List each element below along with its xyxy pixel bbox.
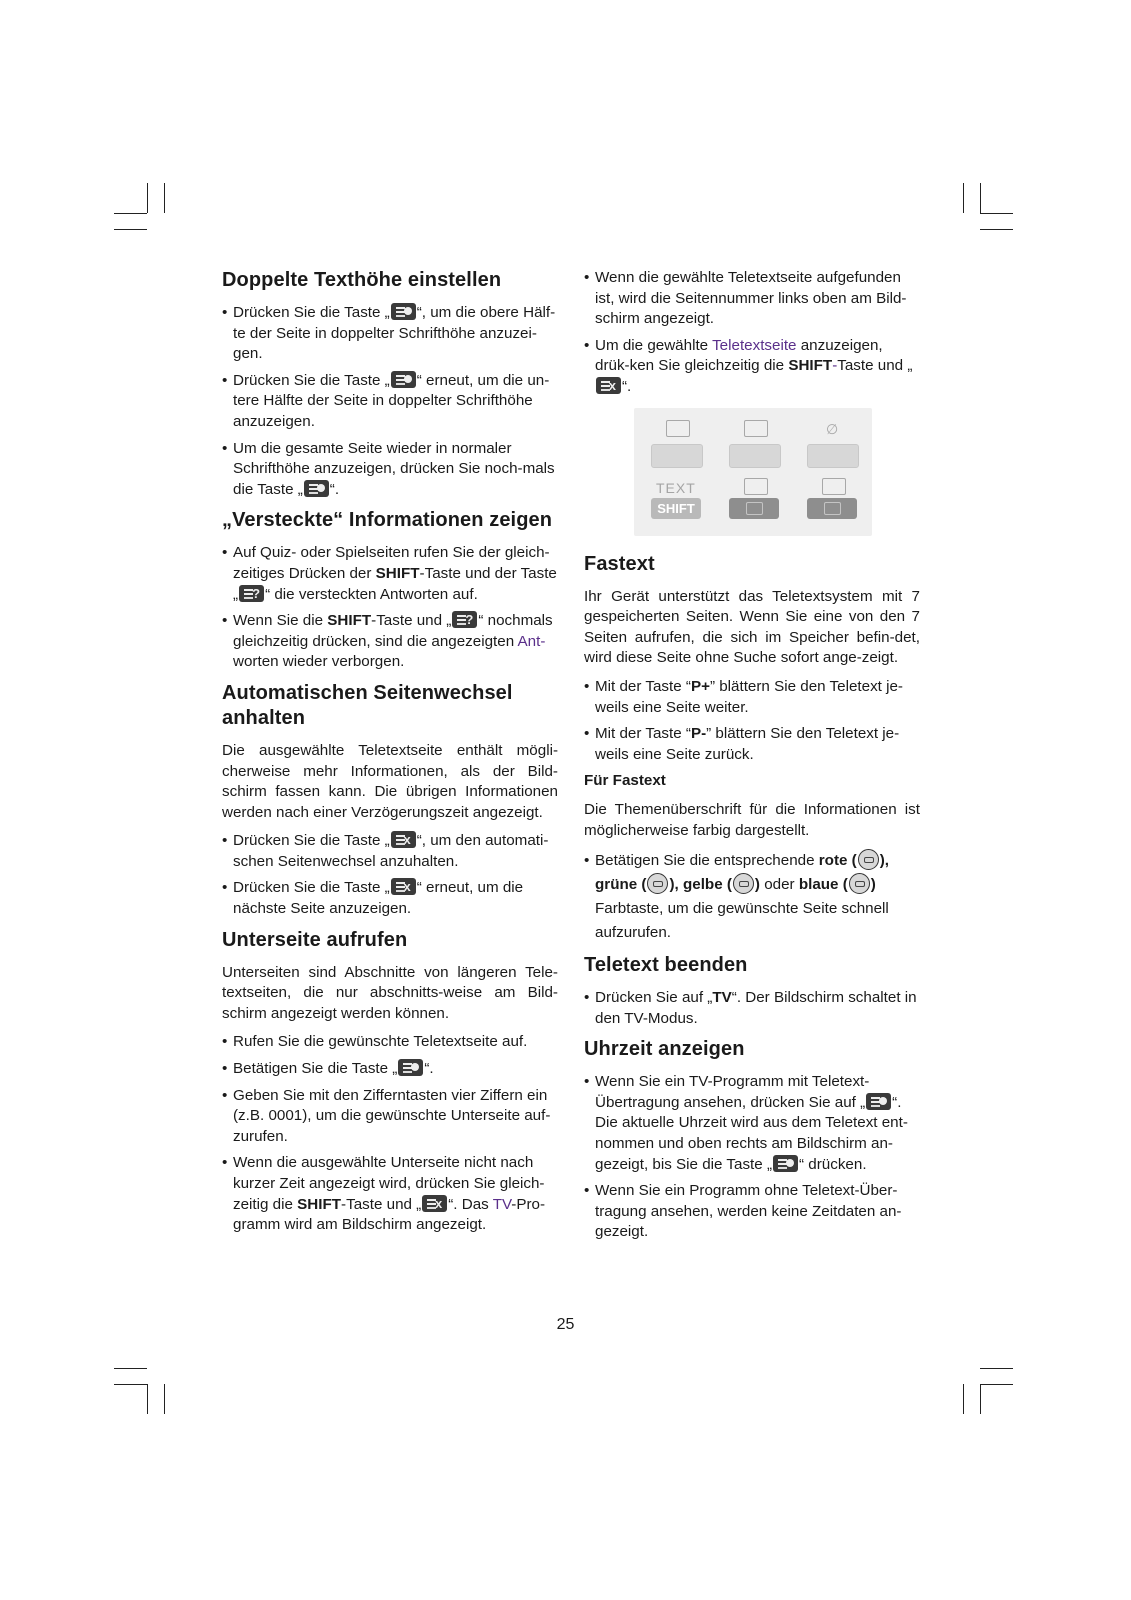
section-hidden-info [222,508,558,673]
crop-mark [980,1384,981,1414]
section-time-display [584,1037,920,1243]
list-item: • Wenn die gewählte Teletextseite aufgefunden ist, wird die Seitennummer links oben am Bild-schirm angezeigt. [584,268,920,330]
text: Betätigen Sie die Taste „ [233,1060,398,1078]
text: -Taste und der Taste „ [233,564,557,603]
section-title: Automatischen Seitenwechsel anhalten [222,681,513,729]
list-item [222,303,558,365]
text: -Taste und „ [371,612,452,630]
text: Farbtaste, um die gewünschte Seite schnell aufzurufen. [595,900,889,942]
key-label: P+ [690,677,710,695]
left-column [222,268,558,1242]
crop-mark [980,183,981,213]
text: ), [669,876,683,894]
text: “. Die aktuelle Uhrzeit wird aus dem Teletext ent-nommen und oben rechts am Bildschirm an-gezeigt, bis Sie die Taste „ [595,1093,908,1173]
teletext-cancel-icon [422,1195,447,1212]
crop-mark [114,1384,147,1385]
section-fastext [584,552,920,946]
text: Mit der Taste “ [595,677,691,695]
section-title: „Versteckte“ Informationen zeigen [222,509,553,532]
bullet-list [584,677,920,765]
text: -Pro-gramm wird am Bildschirm angezeigt. [233,1195,546,1234]
teletext-double-height-icon [391,303,416,320]
crop-mark [963,183,964,213]
crop-mark [980,229,1013,230]
teletext-subpage-icon [822,478,846,495]
key-label: P- [690,725,707,743]
section-auto-page-change [222,681,558,920]
teletext-subpage-icon [773,1155,798,1172]
teletext-hold-icon [391,831,416,848]
teletext-subpage-icon [398,1059,423,1076]
text: Drücken Sie die Taste „ [233,371,390,389]
remote-button [729,444,781,468]
text: “, um den automati-schen Seitenwechsel anzuhalten. [233,832,549,870]
text: Mit der Taste “ [595,725,691,743]
highlighted-text: Teletextseite [712,336,797,354]
crop-mark [963,1384,964,1414]
text: Auf Quiz- oder Spielseiten rufen Sie der gleich-zeitiges Drücken der [233,544,550,582]
list-item [222,371,558,433]
list-item [584,724,920,765]
crop-mark [164,1384,165,1414]
right-column [584,268,920,1249]
teletext-double-height-icon [391,371,416,388]
section-teletext-exit [584,953,920,1029]
key-label: TV [712,989,732,1007]
text: ) [870,876,876,894]
section-title: Fastext [584,552,655,575]
text: ” blättern Sie den Teletext je-weils eine Seite zurück. [595,725,900,763]
list-item [584,849,920,945]
paragraph: Unterseiten sind Abschnitte von längeren Tele-textseiten, die nur abschnitts-weise am Bild-schirm angezeigt werden können. [222,963,558,1022]
text: “, um die obere Hälf-te der Seite in doppelter Schrifthöhe anzuzei-gen. [233,304,556,363]
teletext-reveal-icon [452,611,477,628]
list-item: • Rufen Sie die gewünschte Teletextseite auf. [222,1032,558,1053]
section-title: Uhrzeit anzeigen [584,1038,745,1061]
teletext-cancel-icon [596,377,621,394]
text: “. [329,480,340,498]
text: Um die gewählte [595,336,713,354]
text: Wenn die ausgewählte Unterseite nicht nach kurzer Zeit angezeigt wird, drücken Sie gleich-zeitig die [233,1154,545,1213]
list-item [222,878,558,919]
bullet-list [584,988,920,1029]
highlighted-text: Ant- [517,632,546,650]
text: Drücken Sie die Taste „ [233,879,390,897]
section-title: Unterseite aufrufen [222,928,408,951]
crop-mark [147,1384,148,1414]
teletext-mix-icon [666,420,690,437]
text: Wenn Sie ein TV-Programm mit Teletext-Übertragung ansehen, drücken Sie auf „ [595,1073,870,1111]
shift-key-label: SHIFT [327,612,372,630]
text: “ nochmals gleichzeitig drücken, sind die angezeigten [233,612,553,650]
text: worten wieder verborgen. [233,653,405,671]
shift-key-label: SHIFT [788,357,833,375]
teletext-reveal-icon [239,585,264,602]
text: anzuzeigen, drük-ken Sie gleichzeitig die [595,336,883,375]
text: “ erneut, um die nächste Seite anzuzeigen. [233,879,524,918]
list-item: • Geben Sie mit den Zifferntasten vier Ziffern ein (z.B. 0001), um die gewünschte Unterseite auf-zurufen. [222,1086,558,1148]
bullet-list [222,831,558,919]
crop-mark [114,213,147,214]
red-key-icon [858,849,879,870]
section-title: Doppelte Texthöhe einstellen [222,269,502,291]
highlighted-text: TV [492,1195,512,1213]
bullet-list [222,543,558,673]
bullet-list [222,303,558,500]
text: “. [622,377,632,395]
teletext-subpage-icon [866,1093,891,1110]
highlighted-text: - [832,357,838,375]
section-title: Teletext beenden [584,954,748,977]
list-item [222,611,558,673]
text: Wenn Sie die [233,612,328,630]
crop-mark [114,229,147,230]
text: Drücken Sie auf „ [595,989,713,1007]
paragraph: Ihr Gerät unterstützt das Teletextsystem mit 7 gespeicherten Seiten. Wenn Sie eine von den 7 Seiten aufrufen, die sich im Speicher befin-det, wird diese Seite ohne Suche sofort ange-zeigt. [584,587,920,667]
text: Drücken Sie die Taste „ [233,832,390,850]
mute-icon: ∅ [826,420,839,437]
text: Um die gesamte Seite wieder in normaler Schrifthöhe anzuzeigen, drücken Sie noch-mals die Taste „ [233,439,555,498]
remote-button [729,498,779,519]
list-item [222,439,558,501]
bullet-list [584,849,920,945]
remote-control-illustration [634,408,872,536]
paragraph: Die Themenüberschrift für die Informationen ist möglicherweise farbig dargestellt. [584,800,920,839]
teletext-index-icon [744,420,768,437]
crop-mark [114,1368,147,1369]
text: oder [759,876,799,894]
crop-mark [147,183,148,213]
section-double-height [222,268,558,500]
text: “ drücken. [799,1155,867,1173]
text: “. [424,1060,434,1078]
bullet-list [584,1072,920,1243]
text: “ die versteckten Antworten auf. [265,585,478,603]
text: “. Der Bildschirm schaltet in den TV-Modus. [595,989,917,1027]
list-item [222,1059,558,1080]
list-item [584,677,920,718]
paragraph: Die ausgewählte Teletextseite enthält mögli-cherweise mehr Informationen, als der Bild-schirm fassen kann. Die übrigen Informationen werden nach einer Verzögerungszeit angezeigt. [222,741,558,821]
crop-mark [980,213,1013,214]
color-key-label: grüne ( [595,876,647,894]
list-item: • Wenn Sie ein Programm ohne Teletext-Über-tragung ansehen, werden keine Zeitdaten an-gezeigt. [584,1181,920,1243]
crop-mark [164,183,165,213]
text: ” blättern Sie den Teletext je-weils eine Seite weiter. [595,677,903,716]
text: Betätigen Sie die entsprechende [595,852,819,870]
text: Taste und „ [837,357,913,375]
remote-button [807,498,857,519]
list-item [222,1153,558,1235]
blue-key-icon [849,873,870,894]
remote-shift-button: SHIFT [651,498,701,519]
yellow-key-icon [733,873,754,894]
teletext-double-height-icon [304,480,329,497]
list-item [222,831,558,872]
shift-key-label: SHIFT [375,564,420,582]
text: “. Das [448,1195,493,1213]
remote-button [807,444,859,468]
green-key-icon [647,873,668,894]
text: ) [754,876,760,894]
shift-key-label: SHIFT [297,1195,342,1213]
list-item [584,1072,920,1175]
crop-mark [980,1368,1013,1369]
remote-text-label: TEXT [656,479,696,496]
page-number: 25 [556,1316,575,1333]
remote-button [651,444,703,468]
text: ), [879,852,890,870]
teletext-hold-icon [391,878,416,895]
text: “ erneut, um die un-tere Hälfte der Seite in doppelter Schrifthöhe anzuzeigen. [233,371,550,430]
section-subpage [222,928,558,1236]
color-key-label: rote ( [818,852,857,870]
crop-mark [980,1384,1013,1385]
text: Drücken Sie die Taste „ [233,304,390,321]
bullet-list [584,268,920,398]
list-item [584,336,920,398]
subheading: Für Fastext [584,772,666,790]
teletext-size-icon [744,478,768,495]
list-item [222,543,558,605]
color-key-label: blaue ( [798,876,848,894]
bullet-list [222,1032,558,1235]
color-key-label: gelbe ( [682,876,732,894]
list-item [584,988,920,1029]
text: -Taste und „ [341,1195,422,1213]
